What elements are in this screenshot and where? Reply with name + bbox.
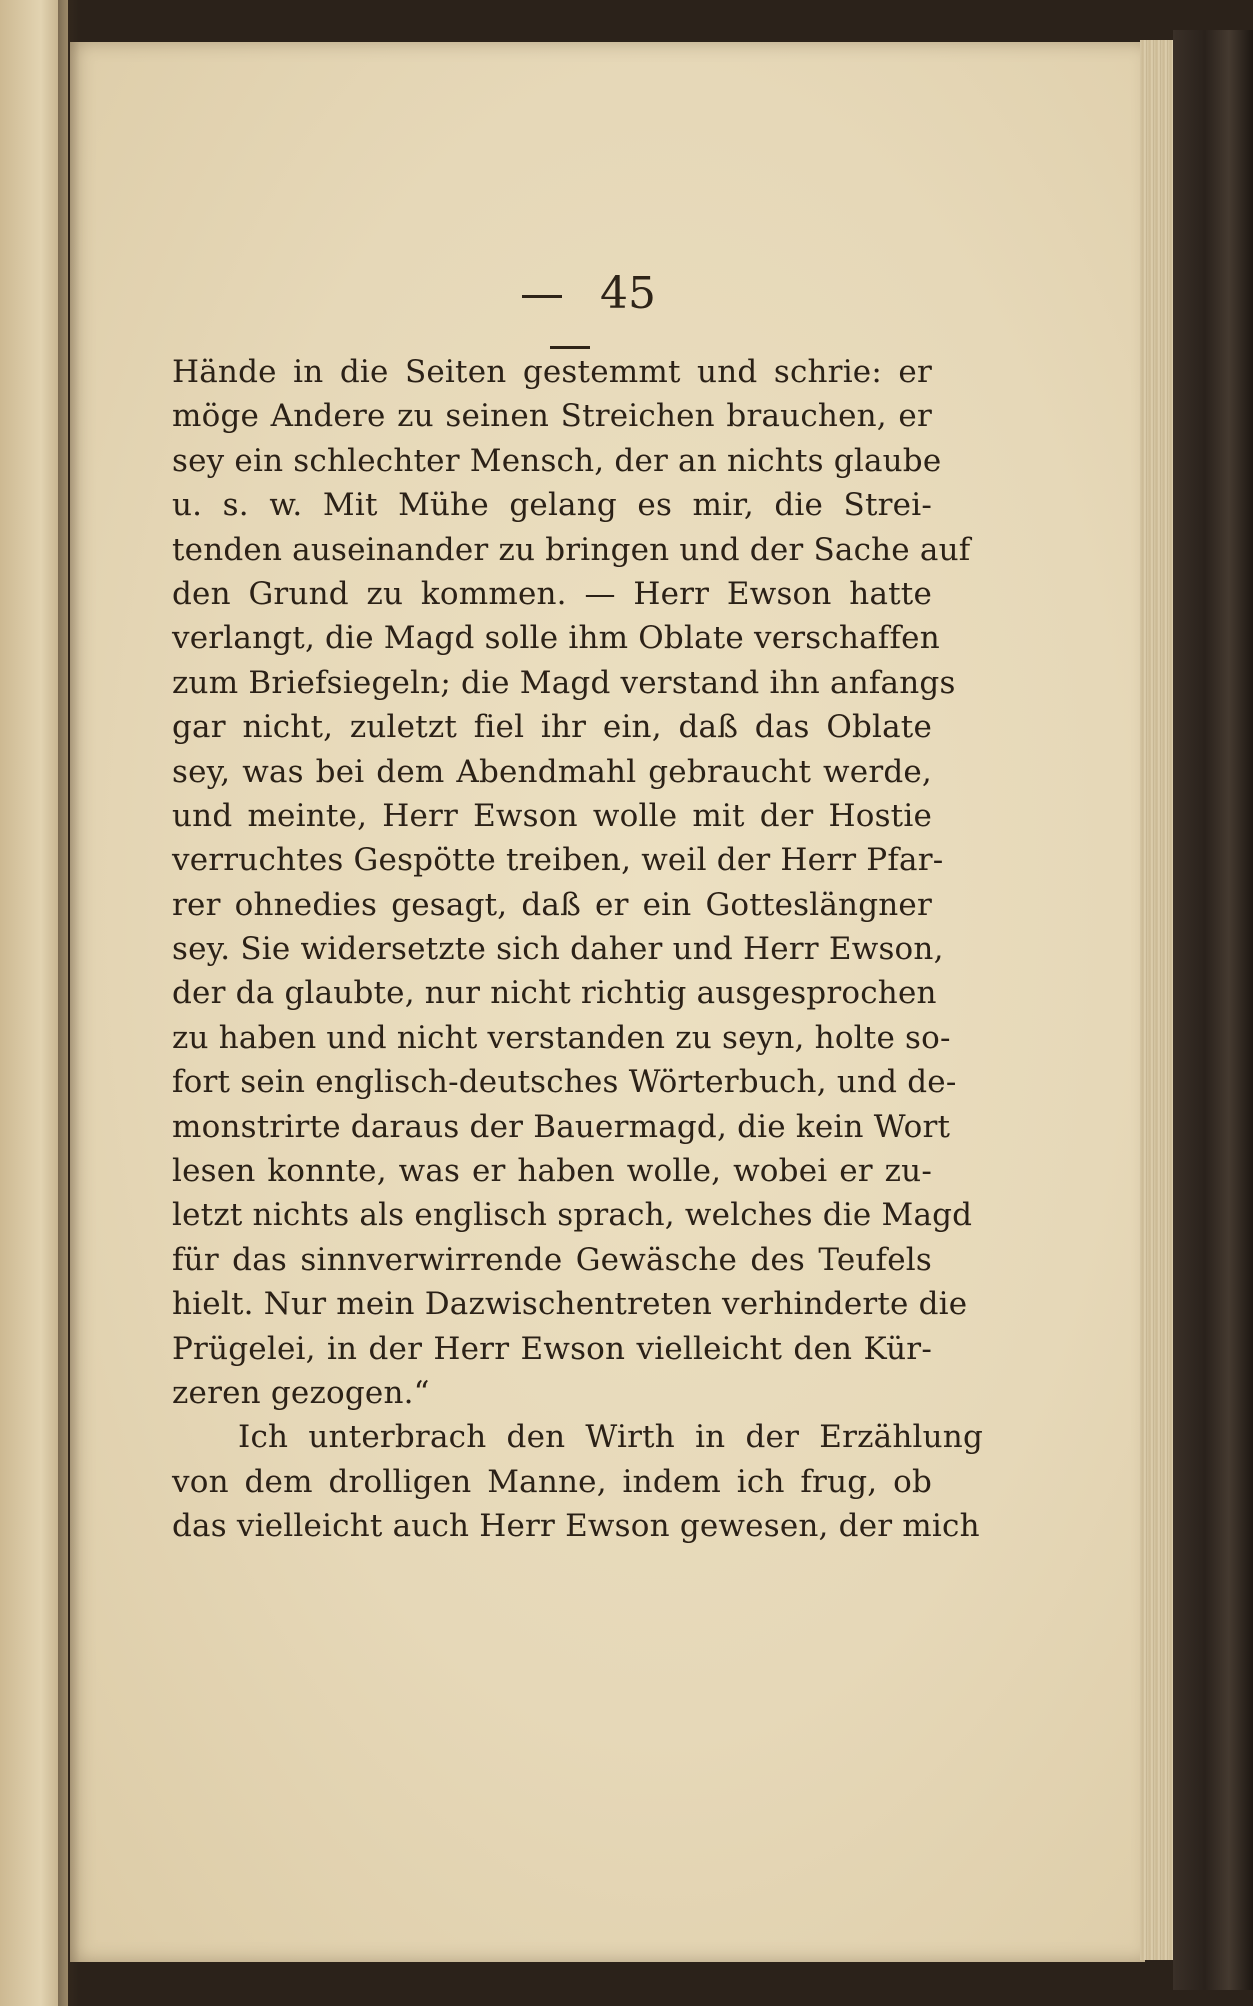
text-line: der da glaubte, nur nicht richtig ausgesprochen — [172, 975, 937, 1012]
text-line: letzt nichts als englisch sprach, welches die Magd — [172, 1197, 973, 1234]
text-line: für das sinnverwirrende Gewäsche des Teufels — [172, 1241, 932, 1278]
text-line: lesen konnte, was er haben wolle, wobei er zu- — [172, 1153, 932, 1190]
text-line: rer ohnedies gesagt, daß er ein Gotteslängner — [172, 886, 932, 923]
text-line: monstrirte daraus der Bauermagd, die kein Wort — [172, 1108, 951, 1145]
text-line: Ich unterbrach den Wirth in der Erzählung — [238, 1419, 983, 1456]
text-line: u. s. w. Mit Mühe gelang es mir, die Strei- — [172, 487, 932, 524]
text-line: sey. Sie widersetzte sich daher und Herr Ewson, — [172, 931, 944, 968]
page-number-dash-left — [522, 295, 562, 298]
text-line: von dem drolligen Manne, indem ich frug, ob — [172, 1463, 932, 1500]
text-line: gar nicht, zuletzt fiel ihr ein, daß das Oblate — [172, 709, 932, 746]
body-text — [172, 350, 983, 1549]
text-line: zum Briefsiegeln; die Magd verstand ihn anfangs — [172, 664, 956, 701]
text-line: Hände in die Seiten gestemmt und schrie: er — [172, 354, 932, 390]
book-gutter — [58, 0, 80, 2006]
text-line: zu haben und nicht verstanden zu seyn, holte so- — [172, 1019, 951, 1056]
text-line: fort sein englisch-deutsches Wörterbuch, und de- — [172, 1064, 957, 1101]
page-number-dash-right — [550, 346, 590, 349]
text-line: hielt. Nur mein Dazwischentreten verhinderte die — [172, 1286, 968, 1323]
text-line: sey, was bei dem Abendmahl gebraucht werde, — [172, 753, 932, 790]
text-line: zeren gezogen.“ — [172, 1374, 430, 1411]
text-line: Prügelei, in der Herr Ewson vielleicht den Kür- — [172, 1330, 932, 1367]
text-line: verruchtes Gespötte treiben, weil der Herr Pfar- — [172, 842, 944, 879]
text-line: tenden auseinander zu bringen und der Sache auf — [172, 531, 971, 568]
book-cover-edge — [1173, 30, 1253, 1990]
page-number-value: 45 — [600, 268, 656, 319]
text-line: das vielleicht auch Herr Ewson gewesen, der mich — [172, 1508, 980, 1545]
text-line: möge Andere zu seinen Streichen brauchen, er — [172, 398, 932, 435]
text-line: den Grund zu kommen. — Herr Ewson hatte — [172, 575, 932, 612]
text-line: sey ein schlechter Mensch, der an nichts glaube — [172, 442, 942, 479]
text-line: und meinte, Herr Ewson wolle mit der Hostie — [172, 797, 932, 834]
text-line: verlangt, die Magd solle ihm Oblate verschaffen — [172, 620, 940, 657]
